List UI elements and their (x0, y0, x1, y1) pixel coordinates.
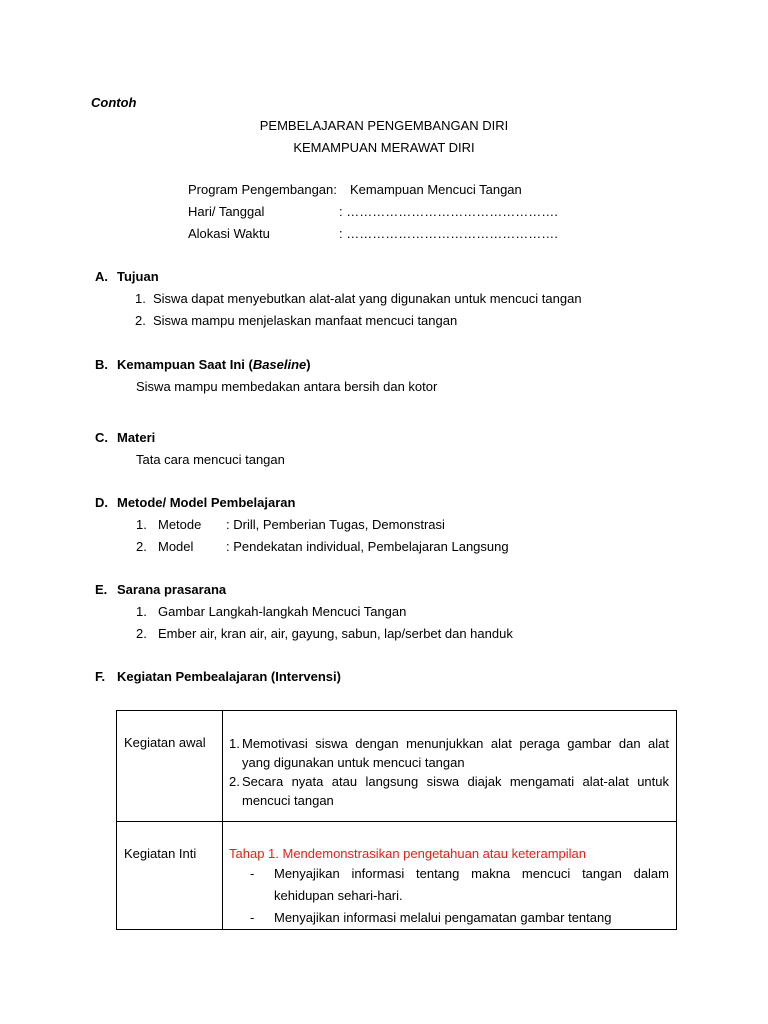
numbered-list (223, 711, 676, 810)
info-value-date: : …………………………………………. (339, 204, 558, 219)
section-d-item-value: : Drill, Pemberian Tugas, Demonstrasi (226, 517, 445, 532)
section-a-item-text: Siswa mampu menjelaskan manfaat mencuci tangan (153, 313, 458, 328)
section-a-letter: A. (95, 269, 108, 284)
section-d-item-num: 1. (136, 517, 147, 532)
section-c-title: Materi (117, 430, 156, 445)
row-label-kegiatan-inti: Kegiatan Inti (124, 846, 197, 861)
section-a-title: Tujuan (117, 269, 159, 284)
section-e-item-num: 1. (136, 604, 147, 619)
table-cell-label (117, 822, 223, 930)
section-a-item-num: 1. (135, 291, 146, 306)
section-e-item-num: 2. (136, 626, 147, 641)
section-d-item-label: Metode (158, 517, 202, 532)
stage-heading: Tahap 1. Mendemonstrasikan pengetahuan atau keterampilan (229, 846, 587, 861)
section-b-title-post: ) (306, 357, 311, 372)
table-cell-content (223, 711, 677, 822)
section-d-item-label: Model (158, 539, 194, 554)
list-item (229, 772, 669, 810)
section-b-title-pre: Kemampuan Saat Ini ( (117, 357, 253, 372)
section-d-title: Metode/ Model Pembelajaran (117, 495, 296, 510)
section-c-text: Tata cara mencuci tangan (136, 452, 285, 467)
list-item-dash: - (250, 910, 255, 925)
info-value-time: : …………………………………………. (339, 226, 558, 241)
list-item (229, 734, 669, 772)
section-b-title-emphasis: Baseline (252, 357, 307, 372)
row-label-kegiatan-awal: Kegiatan awal (124, 735, 206, 750)
section-e-title: Sarana prasarana (117, 582, 227, 597)
list-item-text: Menyajikan informasi melalui pengamatan gambar tentang (274, 910, 612, 925)
list-item (223, 863, 676, 907)
section-b-title (117, 357, 311, 373)
info-label-date: Hari/ Tanggal (188, 204, 265, 219)
section-e-item-text: Ember air, kran air, air, gayung, sabun, lap/serbet dan handuk (158, 626, 513, 641)
section-f-title: Kegiatan Pembealajaran (Intervensi) (117, 669, 341, 684)
section-d-item-num: 2. (136, 539, 147, 554)
section-a-item-num: 2. (135, 313, 146, 328)
info-label-program: Program Pengembangan: (188, 182, 337, 197)
activities-table (116, 710, 677, 930)
list-item (223, 907, 676, 929)
table-row (117, 711, 677, 822)
section-d-item-value: : Pendekatan individual, Pembelajaran Langsung (226, 539, 509, 554)
table-cell-label (117, 711, 223, 822)
example-label: Contoh (91, 95, 137, 110)
list-item-text: Menyajikan informasi tentang makna mencuci tangan dalam kehidupan sehari-hari. (274, 866, 669, 903)
section-b-text: Siswa mampu membedakan antara bersih dan kotor (136, 379, 438, 394)
list-item-number: 1. (229, 736, 240, 751)
section-e-letter: E. (95, 582, 108, 597)
info-value-program: Kemampuan Mencuci Tangan (350, 182, 522, 197)
section-e-item-text: Gambar Langkah-langkah Mencuci Tangan (158, 604, 407, 619)
section-d-letter: D. (95, 495, 108, 510)
table-row (117, 822, 677, 930)
list-item-text: Memotivasi siswa dengan menunjukkan alat peraga gambar dan alat yang digunakan untuk mencuci tangan (242, 736, 669, 770)
list-item-number: 2. (229, 774, 240, 789)
section-b-letter: B. (95, 357, 108, 372)
section-f-letter: F. (95, 669, 106, 684)
list-item-dash: - (250, 866, 255, 881)
section-c-letter: C. (95, 430, 108, 445)
section-a-item-text: Siswa dapat menyebutkan alat-alat yang digunakan untuk mencuci tangan (153, 291, 582, 306)
info-label-time: Alokasi Waktu (188, 226, 270, 241)
document-title-line1: PEMBELAJARAN PENGEMBANGAN DIRI (259, 118, 509, 133)
list-item-text: Secara nyata atau langsung siswa diajak mengamati alat-alat untuk mencuci tangan (242, 774, 669, 808)
document-title-line2: KEMAMPUAN MERAWAT DIRI (293, 140, 475, 155)
table-cell-content (223, 822, 677, 930)
